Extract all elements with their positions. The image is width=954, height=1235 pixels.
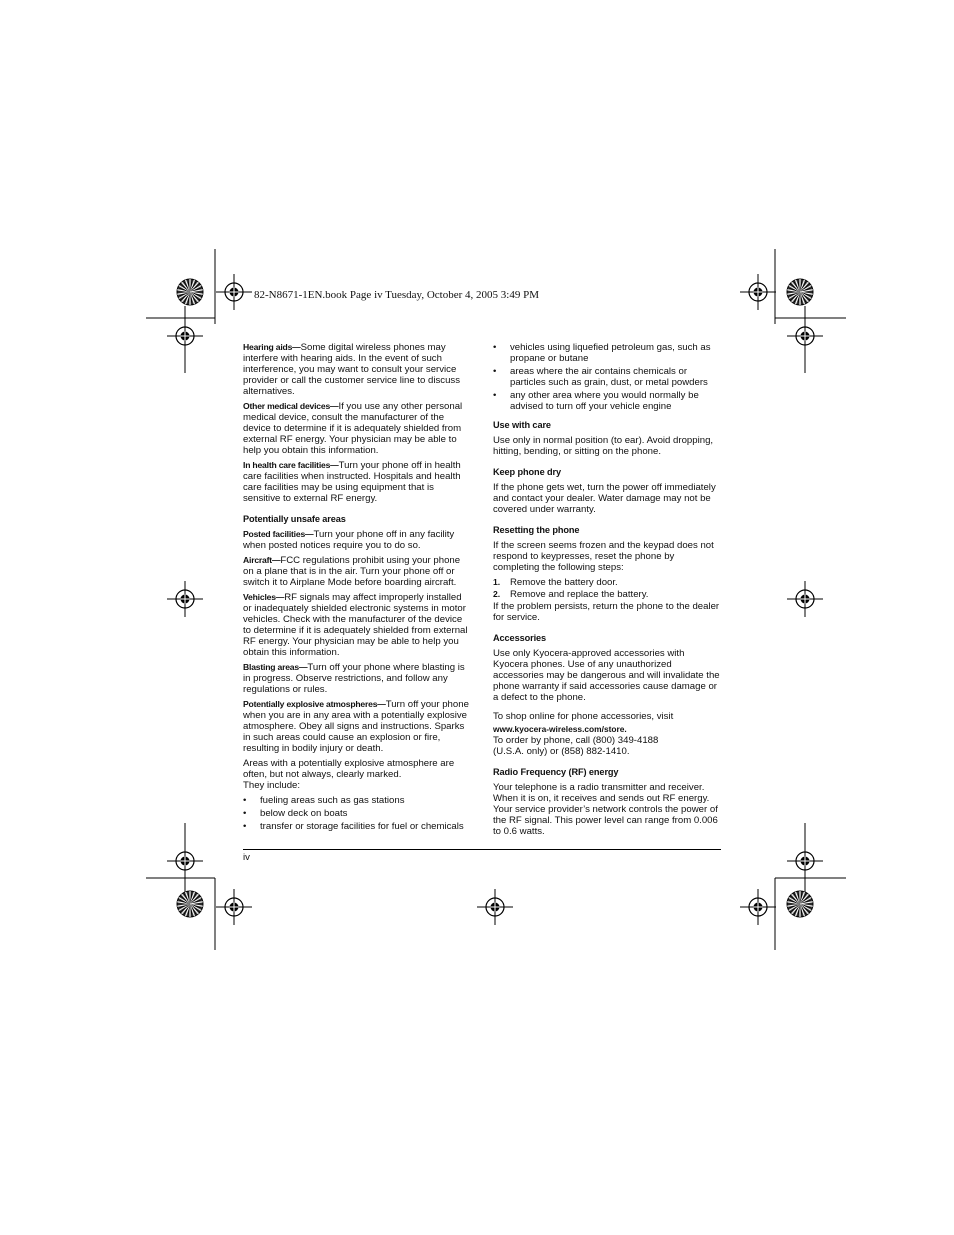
term-label: Other medical devices— <box>243 401 339 411</box>
page-number: iv <box>243 852 250 863</box>
section-heading: Keep phone dry <box>493 467 562 477</box>
paragraph-text: If the problem persists, return the phone to the dealer for service. <box>493 601 720 623</box>
bullet-list <box>243 795 471 832</box>
list-item: • below deck on boats <box>243 808 471 819</box>
paragraph-text: Turn off your phone where blasting is in progress. Observe restrictions, and follow any regulations or rules. <box>243 662 465 695</box>
list-item <box>493 577 721 588</box>
starburst-mark <box>787 279 813 305</box>
order-line: To order by phone, call (800) 349-4188 <box>493 735 659 746</box>
term-label: Vehicles— <box>243 592 285 602</box>
print-header: 82-N8671-1EN.book Page iv Tuesday, October 4, 2005 3:49 PM <box>254 289 539 301</box>
paragraph-text: Some digital wireless phones may interfere with hearing aids. In the event of such interference, you may want to consult your service provider or call the customer service line to discuss alternatives. <box>243 342 461 397</box>
paragraph-blasting <box>243 662 471 695</box>
section-heading: Radio Frequency (RF) energy <box>493 767 619 777</box>
paragraph-text: If the phone gets wet, turn the power off immediately and contact your dealer. Water damage may not be covered under warranty. <box>493 482 716 515</box>
term-label: Hearing aids— <box>243 342 301 352</box>
paragraph-text: RF signals may affect improperly installed or inadequately shielded electronic systems in motor vehicles. Check with the manufacturer of the device to determine if it is adequately shielded from external RF energy. Your physician may be able to help you obtain this information. <box>243 592 468 658</box>
order-line: (U.S.A. only) or (858) 882-1410. <box>493 746 630 757</box>
term-label: Blasting areas— <box>243 662 308 672</box>
list-item: • vehicles using liquefied petroleum gas, such as propane or butane <box>493 342 721 364</box>
paragraph-explosive <box>243 699 471 754</box>
paragraph-text: If you use any other personal medical device, consult the manufacturer of the device to determine if it is adequately shielded from external RF energy. Your physician may be able to help you obtain this information. <box>243 401 463 456</box>
section-heading: Potentially unsafe areas <box>243 514 346 524</box>
list-item: • any other area where you would normally be advised to turn off your vehicle engine <box>493 390 721 412</box>
left-column <box>243 342 471 836</box>
store-link[interactable]: www.kyocera-wireless.com/store. <box>493 724 627 734</box>
step-text: Remove the battery door. <box>510 577 618 588</box>
paragraph-text: FCC regulations prohibit using your phone on a plane that is in the air. Turn your phone off or switch it to Airplane Mode before boarding aircraft. <box>243 555 461 588</box>
term-label: Potentially explosive atmospheres— <box>243 699 386 709</box>
starburst-mark <box>787 891 813 917</box>
paragraph-text: Turn your phone off in health care facilities when instructed. Hospitals and health care facilities may be using equipment that is sensitive to external RF energy. <box>243 460 461 504</box>
list-item <box>493 589 721 600</box>
starburst-mark <box>177 891 203 917</box>
term-label: Aircraft— <box>243 555 281 565</box>
paragraph-marked-areas: Areas with a potentially explosive atmosphere are often, but not always, clearly marked. <box>243 758 455 780</box>
paragraph-text: Your telephone is a radio transmitter and receiver. When it is on, it receives and sends out RF energy. Your service provider’s network controls the power of the RF signal. This power level can range from 0.006 to 0.6 watts. <box>493 782 718 837</box>
paragraph-vehicles <box>243 592 471 658</box>
list-item: • transfer or storage facilities for fuel or chemicals <box>243 821 471 832</box>
list-item: • fueling areas such as gas stations <box>243 795 471 806</box>
section-heading: Accessories <box>493 633 547 643</box>
paragraph-aircraft <box>243 555 471 588</box>
paragraph-health-care <box>243 460 471 504</box>
paragraph-posted-facilities <box>243 529 471 551</box>
term-label: Posted facilities— <box>243 529 314 539</box>
term-label: In health care facilities— <box>243 460 339 470</box>
bullet-list <box>493 342 721 412</box>
step-number: 2. <box>493 589 501 599</box>
right-column <box>493 342 721 841</box>
starburst-mark <box>177 279 203 305</box>
paragraph-hearing-aids <box>243 342 471 397</box>
paragraph-text: If the screen seems frozen and the keypad does not respond to keypresses, reset the phone by completing the following steps: <box>493 540 714 573</box>
paragraph-text: Turn your phone off in any facility when posted notices require you to do so. <box>243 529 455 551</box>
footer-rule <box>243 849 721 850</box>
paragraph-text: To shop online for phone accessories, visit <box>493 711 674 722</box>
numbered-list <box>493 577 721 600</box>
section-heading: Use with care <box>493 420 551 430</box>
list-item: • areas where the air contains chemicals or particles such as grain, dust, or metal powders <box>493 366 721 388</box>
paragraph-text: Use only in normal position (to ear). Avoid dropping, hitting, bending, or sitting on the phone. <box>493 435 714 457</box>
paragraph-they-include: They include: <box>243 780 301 791</box>
paragraph-text: Turn off your phone when you are in any area with a potentially explosive atmosphere. Obey all signs and instructions. Sparks in such areas could cause an explosion or fire, resulting in bodily injury or death. <box>243 699 469 754</box>
step-text: Remove and replace the battery. <box>510 589 649 600</box>
step-number: 1. <box>493 577 501 587</box>
paragraph-text: Use only Kyocera-approved accessories with Kyocera phones. Use of any unauthorized accessories may be dangerous and will invalidate the phone warranty if said accessories cause damage or a defect to the phone. <box>493 648 720 703</box>
section-heading: Resetting the phone <box>493 525 580 535</box>
paragraph-medical-devices <box>243 401 471 456</box>
